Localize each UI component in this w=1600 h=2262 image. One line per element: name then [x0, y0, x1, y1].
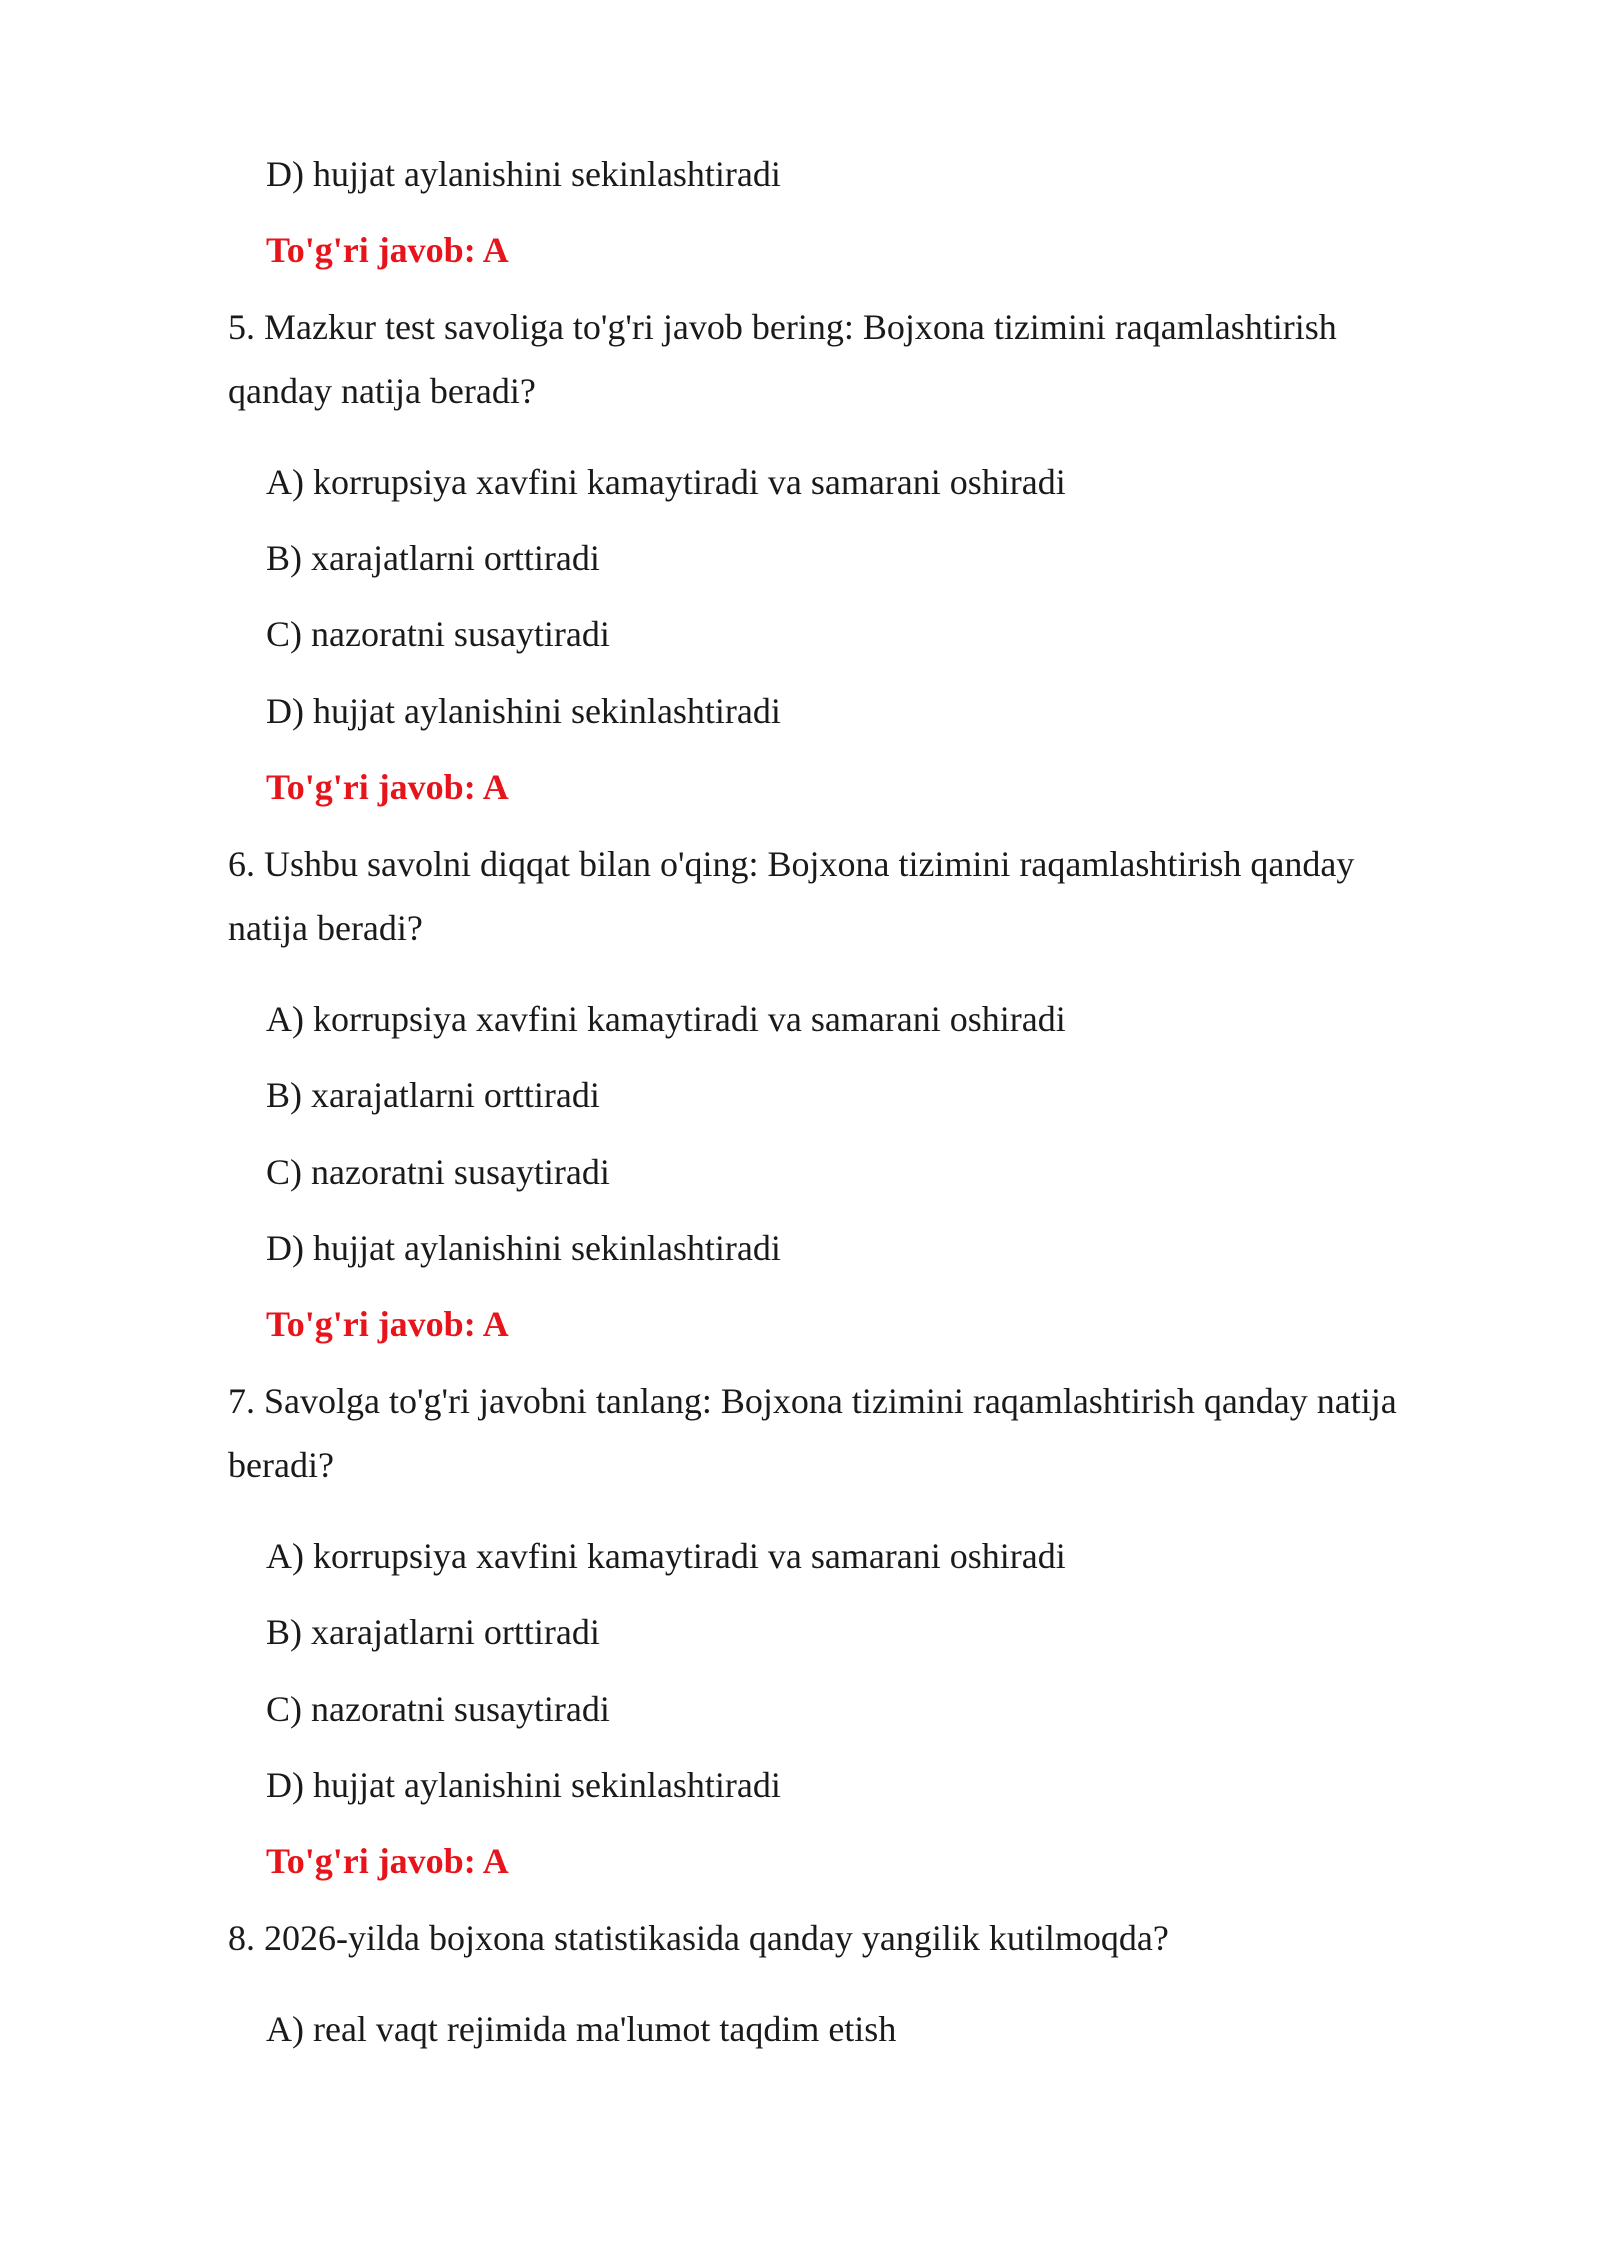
question-6-text: 6. Ushbu savolni diqqat bilan o'qing: Bojxona tizimini raqamlashtirish qanday [228, 844, 1355, 884]
question-5-text: 5. Mazkur test savoliga to'g'ri javob bering: Bojxona tizimini raqamlashtirish [228, 307, 1337, 347]
question-8-text: 8. 2026-yilda bojxona statistikasida qanday yangilik kutilmoqda? [228, 1918, 1169, 1958]
question-7-text-cont: beradi? [228, 1445, 334, 1485]
question-5-correct-answer: To'g'ri javob: A [266, 767, 509, 807]
question-6-option-d: D) hujjat aylanishini sekinlashtiradi [266, 1228, 781, 1268]
question-7-option-d: D) hujjat aylanishini sekinlashtiradi [266, 1765, 781, 1805]
correct-answer: To'g'ri javob: A [266, 230, 509, 270]
question-6-text-cont: natija beradi? [228, 908, 423, 948]
question-7-option-b: B) xarajatlarni orttiradi [266, 1612, 600, 1652]
question-6-correct-answer: To'g'ri javob: A [266, 1304, 509, 1344]
question-7-text: 7. Savolga to'g'ri javobni tanlang: Bojxona tizimini raqamlashtirish qanday natija [228, 1381, 1397, 1421]
question-5-option-c: C) nazoratni susaytiradi [266, 614, 610, 654]
question-7-option-a: A) korrupsiya xavfini kamaytiradi va samarani oshiradi [266, 1536, 1066, 1576]
question-6-option-b: B) xarajatlarni orttiradi [266, 1075, 600, 1115]
question-5-option-b: B) xarajatlarni orttiradi [266, 538, 600, 578]
question-7-correct-answer: To'g'ri javob: A [266, 1841, 509, 1881]
question-5-option-a: A) korrupsiya xavfini kamaytiradi va samarani oshiradi [266, 462, 1066, 502]
question-8-option-a: A) real vaqt rejimida ma'lumot taqdim etish [266, 2009, 897, 2049]
question-7-option-c: C) nazoratni susaytiradi [266, 1689, 610, 1729]
question-6-option-c: C) nazoratni susaytiradi [266, 1152, 610, 1192]
option-text: D) hujjat aylanishini sekinlashtiradi [266, 154, 781, 194]
question-5-text-cont: qanday natija beradi? [228, 371, 536, 411]
question-5-option-d: D) hujjat aylanishini sekinlashtiradi [266, 691, 781, 731]
question-6-option-a: A) korrupsiya xavfini kamaytiradi va samarani oshiradi [266, 999, 1066, 1039]
